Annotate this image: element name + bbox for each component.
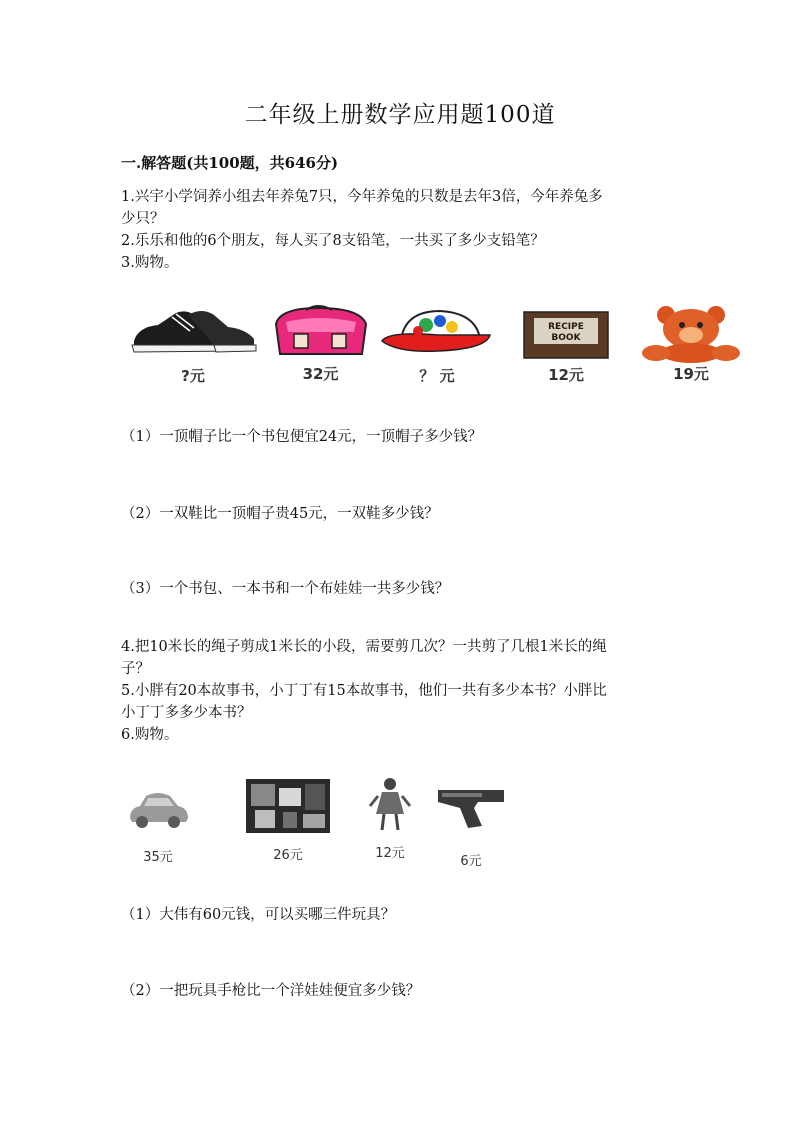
teddy-bear-icon — [636, 305, 746, 363]
question-3-sub-2: （2）一双鞋比一顶帽子贵45元，一双鞋多少钱？ — [121, 506, 439, 522]
item-doll — [364, 776, 416, 861]
item-price: 12元 — [375, 846, 405, 861]
question-3-sub-3: （3）一个书包、一本书和一个布娃娃一共多少钱？ — [121, 581, 450, 597]
question-6-label: 6.购物。 — [121, 727, 179, 743]
toy-gun-icon — [434, 784, 508, 830]
question-2: 2.乐乐和他的6个朋友，每人买了8支铅笔，一共买了多少支铅笔？ — [121, 233, 545, 249]
item-price: 12元 — [548, 366, 584, 384]
schoolbag-icon — [268, 302, 373, 358]
sneaker-icon — [128, 305, 258, 357]
question-6-sub-2: （2）一把玩具手枪比一个洋娃娃便宜多少钱？ — [121, 983, 421, 999]
item-schoolbag — [268, 302, 373, 384]
item-toy-car — [126, 788, 190, 865]
question-3-sub-1: （1）一顶帽子比一个书包便宜24元，一顶帽子多少钱？ — [121, 429, 483, 445]
item-book — [518, 310, 614, 385]
item-price: 19元 — [673, 365, 709, 383]
item-cap — [378, 305, 496, 386]
section-heading: 一.解答题(共100题，共646分) — [121, 154, 339, 172]
book-icon — [518, 310, 614, 360]
item-sneaker — [128, 305, 258, 386]
question-3-label: 3.购物。 — [121, 255, 179, 271]
question-1-line-1: 1.兴宇小学饲养小组去年养兔7只，今年养兔的只数是去年3倍，今年养兔多 — [121, 189, 603, 205]
item-toy-gun — [434, 784, 508, 869]
question-4-line-2: 子？ — [121, 661, 150, 677]
question-5-line-1: 5.小胖有20本故事书，小丁丁有15本故事书，他们一共有多少本书？小胖比 — [121, 683, 607, 699]
question-5-line-2: 小丁丁多多少本书？ — [121, 705, 252, 721]
item-price: 26元 — [273, 848, 303, 863]
item-teddy-bear — [636, 305, 746, 384]
doll-icon — [364, 776, 416, 834]
puzzle-picture-icon — [245, 778, 331, 834]
cap-icon — [378, 305, 496, 357]
page-title: 二年级上册数学应用题100道 — [244, 102, 556, 128]
toy-car-icon — [126, 788, 190, 830]
question-4-line-1: 4.把10米长的绳子剪成1米长的小段，需要剪几次？一共剪了几根1米长的绳 — [121, 639, 607, 655]
item-price: ？ 元 — [419, 367, 455, 385]
book-cover-text-1: RECIPE — [548, 322, 584, 332]
question-1-line-2: 少只？ — [121, 211, 165, 227]
item-puzzle-picture — [245, 778, 331, 863]
item-price: 35元 — [143, 850, 173, 865]
book-cover-text-2: BOOK — [551, 333, 581, 343]
question-6-sub-1: （1）大伟有60元钱，可以买哪三件玩具？ — [121, 907, 396, 923]
item-price: ?元 — [181, 367, 205, 385]
item-price: 6元 — [460, 854, 482, 869]
item-price: 32元 — [302, 365, 339, 383]
